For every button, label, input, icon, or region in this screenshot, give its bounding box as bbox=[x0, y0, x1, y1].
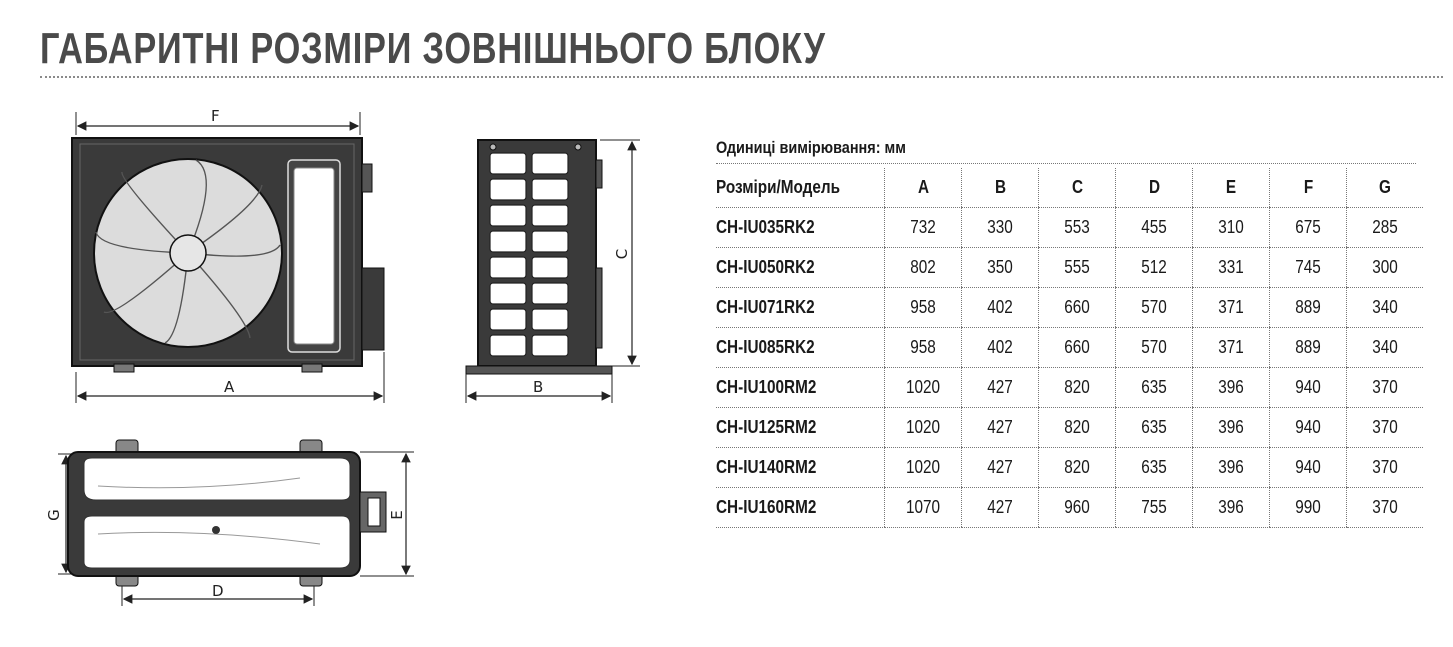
top-view bbox=[45, 440, 414, 606]
dimension-value-g: 370 bbox=[1347, 448, 1424, 488]
dimension-value-c: 553 bbox=[1039, 208, 1116, 248]
dimension-value-a: 1020 bbox=[885, 448, 962, 488]
grille-slot bbox=[490, 257, 526, 278]
grille-slot bbox=[490, 153, 526, 174]
dim-label-g: G bbox=[45, 509, 63, 521]
dimension-value-g: 370 bbox=[1347, 488, 1424, 528]
model-name: CH-IU085RK2 bbox=[716, 328, 885, 368]
page-title: ГАБАРИТНІ РОЗМІРИ ЗОВНІШНЬОГО БЛОКУ bbox=[40, 24, 826, 73]
dimension-value-f: 675 bbox=[1270, 208, 1347, 248]
dimension-value-a: 958 bbox=[885, 328, 962, 368]
dimension-value-e: 371 bbox=[1193, 288, 1270, 328]
model-name: CH-IU100RM2 bbox=[716, 368, 885, 408]
table-row bbox=[716, 488, 1423, 528]
grille-slot bbox=[490, 309, 526, 330]
model-name: CH-IU035RK2 bbox=[716, 208, 885, 248]
dimension-value-b: 330 bbox=[962, 208, 1039, 248]
column-header-f: F bbox=[1270, 168, 1347, 208]
model-name: CH-IU050RK2 bbox=[716, 248, 885, 288]
dimension-value-e: 310 bbox=[1193, 208, 1270, 248]
units-divider bbox=[716, 163, 1416, 164]
column-header-a: A bbox=[885, 168, 962, 208]
dimension-value-a: 1020 bbox=[885, 408, 962, 448]
dim-label-e: E bbox=[388, 510, 406, 520]
dimension-value-f: 940 bbox=[1270, 408, 1347, 448]
dimension-value-e: 396 bbox=[1193, 368, 1270, 408]
dimension-value-e: 331 bbox=[1193, 248, 1270, 288]
dimension-value-b: 402 bbox=[962, 328, 1039, 368]
dimension-value-b: 402 bbox=[962, 288, 1039, 328]
column-header-e: E bbox=[1193, 168, 1270, 208]
dimension-value-f: 990 bbox=[1270, 488, 1347, 528]
model-name: CH-IU125RM2 bbox=[716, 408, 885, 448]
dimension-value-b: 427 bbox=[962, 408, 1039, 448]
table-row bbox=[716, 448, 1423, 488]
dimension-value-f: 745 bbox=[1270, 248, 1347, 288]
dimension-value-a: 1020 bbox=[885, 368, 962, 408]
grille-slot bbox=[490, 179, 526, 200]
dimension-value-g: 340 bbox=[1347, 288, 1424, 328]
dimension-value-b: 427 bbox=[962, 488, 1039, 528]
dimension-value-d: 570 bbox=[1116, 288, 1193, 328]
dimension-value-c: 820 bbox=[1039, 448, 1116, 488]
grille-slot bbox=[532, 231, 568, 252]
dimension-value-e: 396 bbox=[1193, 408, 1270, 448]
grille-slot bbox=[532, 257, 568, 278]
table-row bbox=[716, 328, 1423, 368]
dimension-value-c: 660 bbox=[1039, 288, 1116, 328]
dim-label-f: F bbox=[211, 107, 220, 125]
grille-slot bbox=[532, 179, 568, 200]
dimension-value-c: 660 bbox=[1039, 328, 1116, 368]
dimension-value-b: 427 bbox=[962, 448, 1039, 488]
dimension-value-d: 635 bbox=[1116, 368, 1193, 408]
dimension-value-d: 635 bbox=[1116, 408, 1193, 448]
dimension-value-c: 960 bbox=[1039, 488, 1116, 528]
units-label: Одиниці вимірювання: мм bbox=[716, 138, 906, 157]
dimension-value-e: 371 bbox=[1193, 328, 1270, 368]
dimension-value-g: 370 bbox=[1347, 368, 1424, 408]
dimension-value-g: 340 bbox=[1347, 328, 1424, 368]
dimensions-table bbox=[716, 168, 1423, 528]
dimension-value-d: 635 bbox=[1116, 448, 1193, 488]
dimension-value-a: 732 bbox=[885, 208, 962, 248]
dimension-value-e: 396 bbox=[1193, 448, 1270, 488]
dimension-value-d: 570 bbox=[1116, 328, 1193, 368]
grille-slot bbox=[490, 205, 526, 226]
dimension-value-f: 889 bbox=[1270, 288, 1347, 328]
dimension-value-b: 350 bbox=[962, 248, 1039, 288]
model-name: CH-IU160RM2 bbox=[716, 488, 885, 528]
table-header-row bbox=[716, 168, 1423, 208]
grille-slot bbox=[532, 153, 568, 174]
table-row bbox=[716, 408, 1423, 448]
grille-slot bbox=[532, 335, 568, 356]
grille-slot bbox=[532, 309, 568, 330]
dimension-value-f: 940 bbox=[1270, 368, 1347, 408]
dimension-value-c: 820 bbox=[1039, 368, 1116, 408]
dimension-value-d: 755 bbox=[1116, 488, 1193, 528]
column-header-c: C bbox=[1039, 168, 1116, 208]
grille-slot bbox=[532, 205, 568, 226]
grille-slot bbox=[532, 283, 568, 304]
dimension-value-g: 285 bbox=[1347, 208, 1424, 248]
dimension-value-e: 396 bbox=[1193, 488, 1270, 528]
dimension-value-a: 802 bbox=[885, 248, 962, 288]
column-header-d: D bbox=[1116, 168, 1193, 208]
dimension-value-c: 820 bbox=[1039, 408, 1116, 448]
grille-slot bbox=[490, 231, 526, 252]
column-header-b: B bbox=[962, 168, 1039, 208]
dimension-value-g: 370 bbox=[1347, 408, 1424, 448]
corner-header: Розміри/Модель bbox=[716, 168, 885, 208]
table-row bbox=[716, 208, 1423, 248]
front-view bbox=[72, 107, 384, 403]
model-name: CH-IU071RK2 bbox=[716, 288, 885, 328]
dimension-value-a: 958 bbox=[885, 288, 962, 328]
dim-label-a: A bbox=[224, 378, 235, 396]
dimension-value-b: 427 bbox=[962, 368, 1039, 408]
side-view bbox=[466, 140, 640, 403]
grille-slot bbox=[490, 335, 526, 356]
model-name: CH-IU140RM2 bbox=[716, 448, 885, 488]
dimension-value-c: 555 bbox=[1039, 248, 1116, 288]
dim-label-d: D bbox=[212, 582, 224, 600]
dimension-value-d: 512 bbox=[1116, 248, 1193, 288]
dim-label-c: C bbox=[613, 248, 631, 260]
dim-label-b: B bbox=[533, 378, 544, 396]
column-header-g: G bbox=[1347, 168, 1424, 208]
table-row bbox=[716, 368, 1423, 408]
dimension-value-d: 455 bbox=[1116, 208, 1193, 248]
table-row bbox=[716, 288, 1423, 328]
dimension-value-a: 1070 bbox=[885, 488, 962, 528]
dimension-value-f: 940 bbox=[1270, 448, 1347, 488]
table-row bbox=[716, 248, 1423, 288]
dimension-value-f: 889 bbox=[1270, 328, 1347, 368]
dimension-value-g: 300 bbox=[1347, 248, 1424, 288]
grille-slot bbox=[490, 283, 526, 304]
